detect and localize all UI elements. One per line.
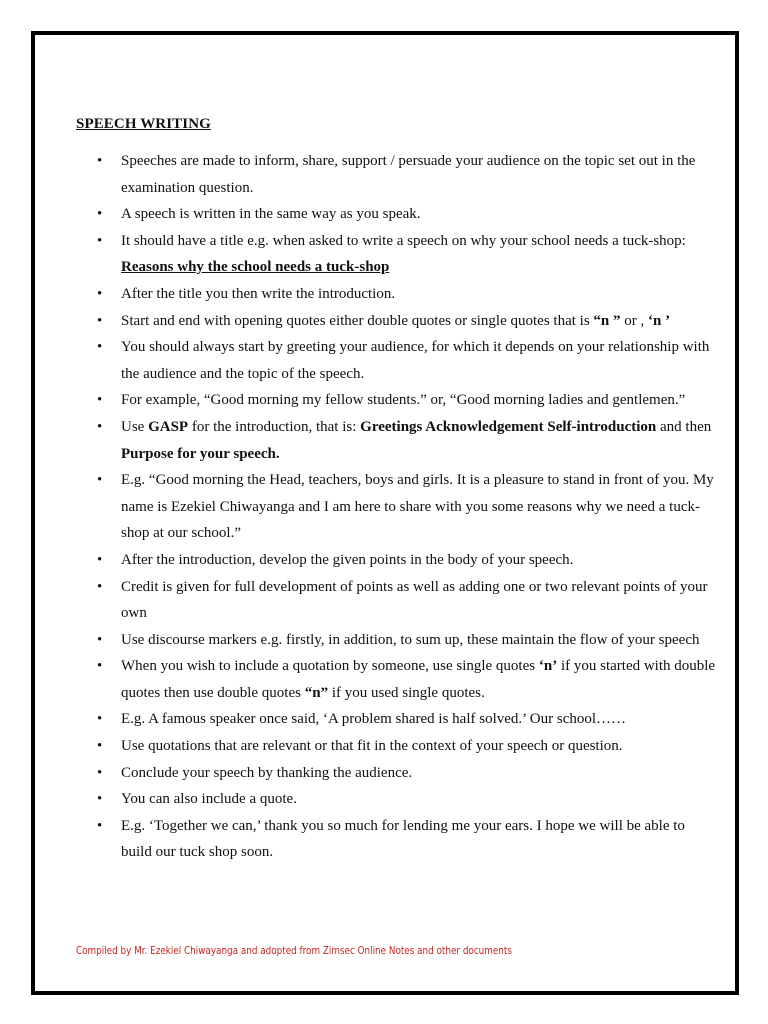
document-title: SPEECH WRITING bbox=[76, 116, 211, 132]
list-item bbox=[96, 574, 718, 627]
list-item bbox=[96, 467, 718, 547]
list-item bbox=[96, 653, 718, 706]
list-item bbox=[96, 281, 718, 308]
list-item bbox=[96, 813, 718, 866]
bullet-text-between: or , bbox=[620, 312, 649, 329]
bullet-text: Use discourse markers e.g. firstly, in addition, to sum up, these maintain the flow of your speech bbox=[121, 631, 700, 648]
bullet-text: Use quotations that are relevant or that fit in the context of your speech or question. bbox=[121, 738, 623, 755]
single-quote-marker: ‘n’ bbox=[538, 658, 558, 675]
list-item bbox=[96, 201, 718, 228]
bullet-text-and: and then bbox=[656, 418, 712, 435]
bullet-text: E.g. “Good morning the Head, teachers, boys and girls. It is a pleasure to stand in front of you. My name is Ezekiel Chiwayanga and I am here to share with you some reasons why we need a tuck-shop at our school.” bbox=[121, 472, 714, 542]
list-item bbox=[96, 786, 718, 813]
double-quote-example: “n ” bbox=[593, 312, 621, 329]
bullet-text: Credit is given for full development of points as well as adding one or two relevant points of your own bbox=[121, 578, 708, 622]
bullet-text-middle: if you started with double quotes then use double quotes bbox=[121, 658, 716, 701]
bullet-text: E.g. ‘Together we can,’ thank you so much for lending me your ears. I hope we will be able to build our tuck shop soon. bbox=[121, 817, 685, 861]
bullet-text: For example, “Good morning my fellow students.” or, “Good morning ladies and gentlemen.” bbox=[121, 392, 686, 409]
double-quote-marker: “n” bbox=[304, 684, 329, 701]
list-item bbox=[96, 387, 718, 414]
bullet-list bbox=[96, 148, 718, 866]
bullet-text-middle: for the introduction, that is: bbox=[188, 418, 361, 435]
footer-credit: Compiled by Mr. Ezekiel Chiwayanga and adopted from Zimsec Online Notes and other documents bbox=[76, 945, 512, 957]
bullet-text-after: if you used single quotes. bbox=[328, 684, 485, 701]
bullet-text: When you wish to include a quotation by someone, use single quotes bbox=[121, 658, 539, 675]
bullet-text: After the title you then write the introduction. bbox=[121, 285, 396, 302]
bullet-text: You should always start by greeting your audience, for which it depends on your relationship with the audience and the topic of the speech. bbox=[121, 339, 710, 382]
example-speech-title: Reasons why the school needs a tuck-shop bbox=[121, 259, 390, 276]
list-item bbox=[96, 760, 718, 787]
list-item bbox=[96, 414, 718, 467]
list-item bbox=[96, 308, 718, 335]
list-item bbox=[96, 733, 718, 760]
bullet-text: Speeches are made to inform, share, support / persuade your audience on the topic set out in the examination question. bbox=[121, 153, 696, 196]
bullet-text: After the introduction, develop the given points in the body of your speech. bbox=[121, 551, 574, 568]
bullet-text: Use bbox=[121, 418, 149, 435]
list-item bbox=[96, 547, 718, 574]
bullet-text: Conclude your speech by thanking the audience. bbox=[121, 764, 413, 781]
gasp-expansion: Greetings Acknowledgement Self-introduction bbox=[360, 418, 657, 435]
list-item bbox=[96, 706, 718, 733]
gasp-purpose: Purpose for your speech. bbox=[121, 445, 280, 462]
bullet-text: It should have a title e.g. when asked to write a speech on why your school needs a tuck-shop: bbox=[121, 232, 686, 249]
bullet-text: You can also include a quote. bbox=[121, 791, 297, 808]
gasp-acronym: GASP bbox=[148, 418, 189, 435]
list-item bbox=[96, 627, 718, 654]
single-quote-example: ‘n ’ bbox=[648, 312, 671, 329]
list-item bbox=[96, 334, 718, 387]
list-item bbox=[96, 228, 718, 281]
bullet-text: E.g. A famous speaker once said, ‘A problem shared is half solved.’ Our school…… bbox=[121, 711, 627, 728]
bullet-text: A speech is written in the same way as you speak. bbox=[121, 206, 421, 223]
list-item bbox=[96, 148, 718, 201]
bullet-text: Start and end with opening quotes either double quotes or single quotes that is bbox=[121, 312, 594, 329]
